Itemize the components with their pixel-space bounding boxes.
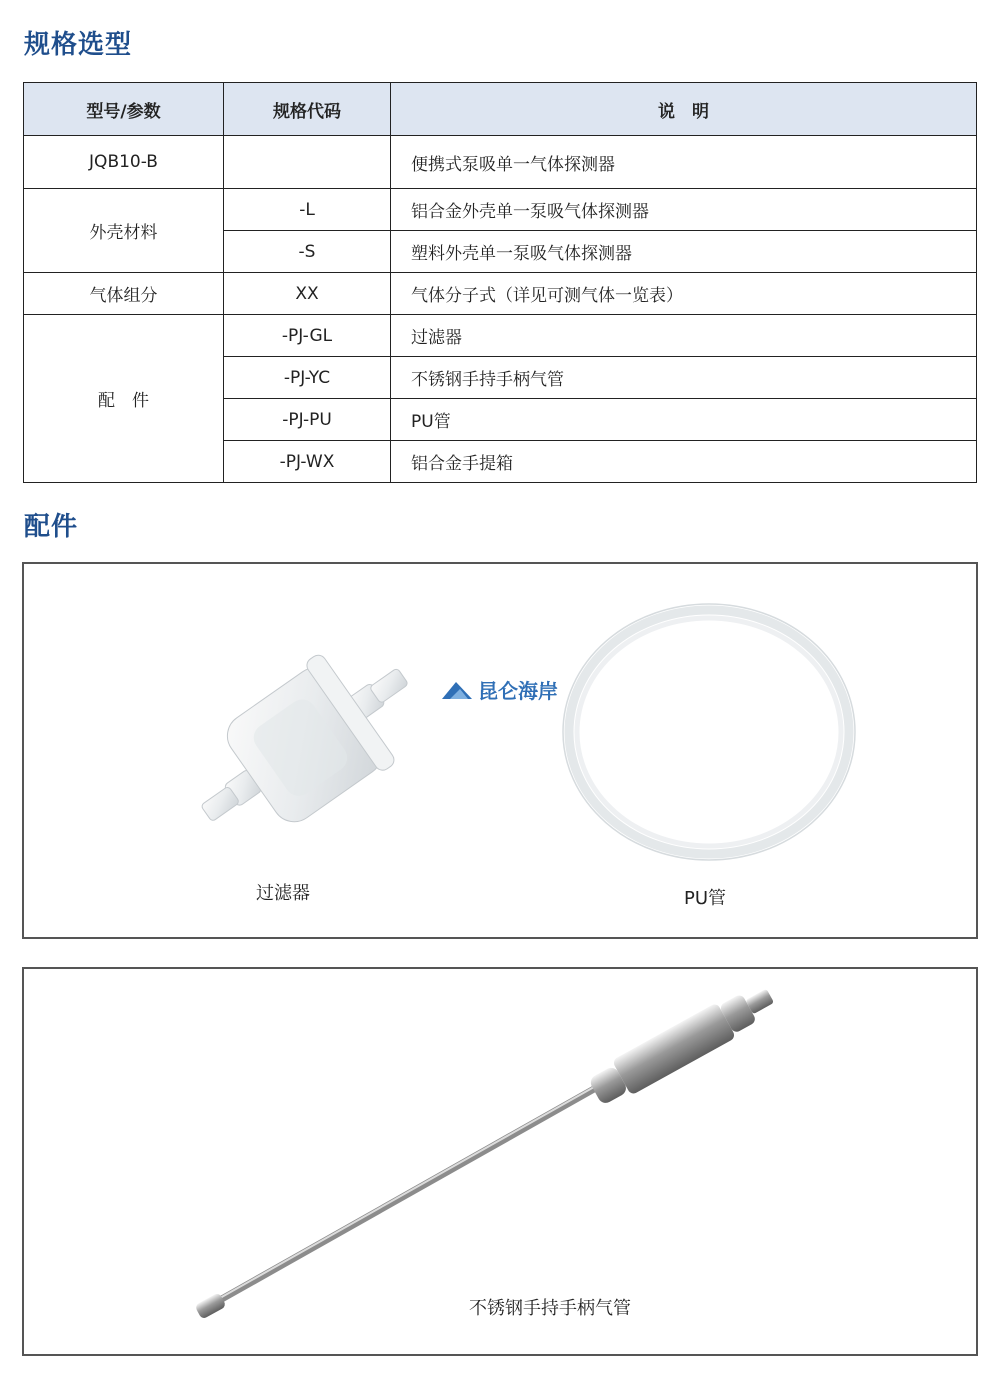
cell-code: -S <box>224 231 391 273</box>
filter-image <box>154 604 454 884</box>
header-code: 规格代码 <box>224 83 391 136</box>
caption-pu-tube: PU管 <box>684 888 727 909</box>
cell-param: 配 件 <box>24 315 224 483</box>
cell-desc: 塑料外壳单一泵吸气体探测器 <box>391 231 977 273</box>
cell-desc: 过滤器 <box>391 315 977 357</box>
header-param: 型号/参数 <box>24 83 224 136</box>
cell-param: JQB10-B <box>24 136 224 189</box>
mountain-logo-icon <box>440 679 474 701</box>
cell-desc: 铝合金外壳单一泵吸气体探测器 <box>391 189 977 231</box>
table-row <box>24 273 977 315</box>
section-title-accessories: 配件 <box>24 512 79 542</box>
cell-code: -PJ-PU <box>224 399 391 441</box>
spec-table <box>23 82 977 483</box>
logo-text: 昆仑海岸 <box>478 679 558 703</box>
table-row <box>24 315 977 357</box>
cell-desc: PU管 <box>391 399 977 441</box>
cell-code: -PJ-WX <box>224 441 391 483</box>
cell-code <box>224 136 391 189</box>
brand-logo <box>440 675 558 704</box>
handle-tube-image <box>174 979 794 1339</box>
pu-tube-image <box>554 594 864 864</box>
table-header-row <box>24 83 977 136</box>
cell-desc: 铝合金手提箱 <box>391 441 977 483</box>
cell-desc: 便携式泵吸单一气体探测器 <box>391 136 977 189</box>
header-desc: 说 明 <box>391 83 977 136</box>
table-row <box>24 189 977 231</box>
section-title-spec: 规格选型 <box>24 30 133 60</box>
caption-filter: 过滤器 <box>256 883 310 904</box>
cell-param: 外壳材料 <box>24 189 224 273</box>
cell-code: -PJ-GL <box>224 315 391 357</box>
cell-desc: 不锈钢手持手柄气管 <box>391 357 977 399</box>
cell-code: -L <box>224 189 391 231</box>
accessory-panel-handle <box>22 967 978 1356</box>
table-row <box>24 136 977 189</box>
cell-code: -PJ-YC <box>224 357 391 399</box>
cell-desc: 气体分子式（详见可测气体一览表） <box>391 273 977 315</box>
cell-param: 气体组分 <box>24 273 224 315</box>
accessory-panel-filter-pu <box>22 562 978 939</box>
cell-code: XX <box>224 273 391 315</box>
caption-handle-tube: 不锈钢手持手柄气管 <box>469 1298 631 1319</box>
